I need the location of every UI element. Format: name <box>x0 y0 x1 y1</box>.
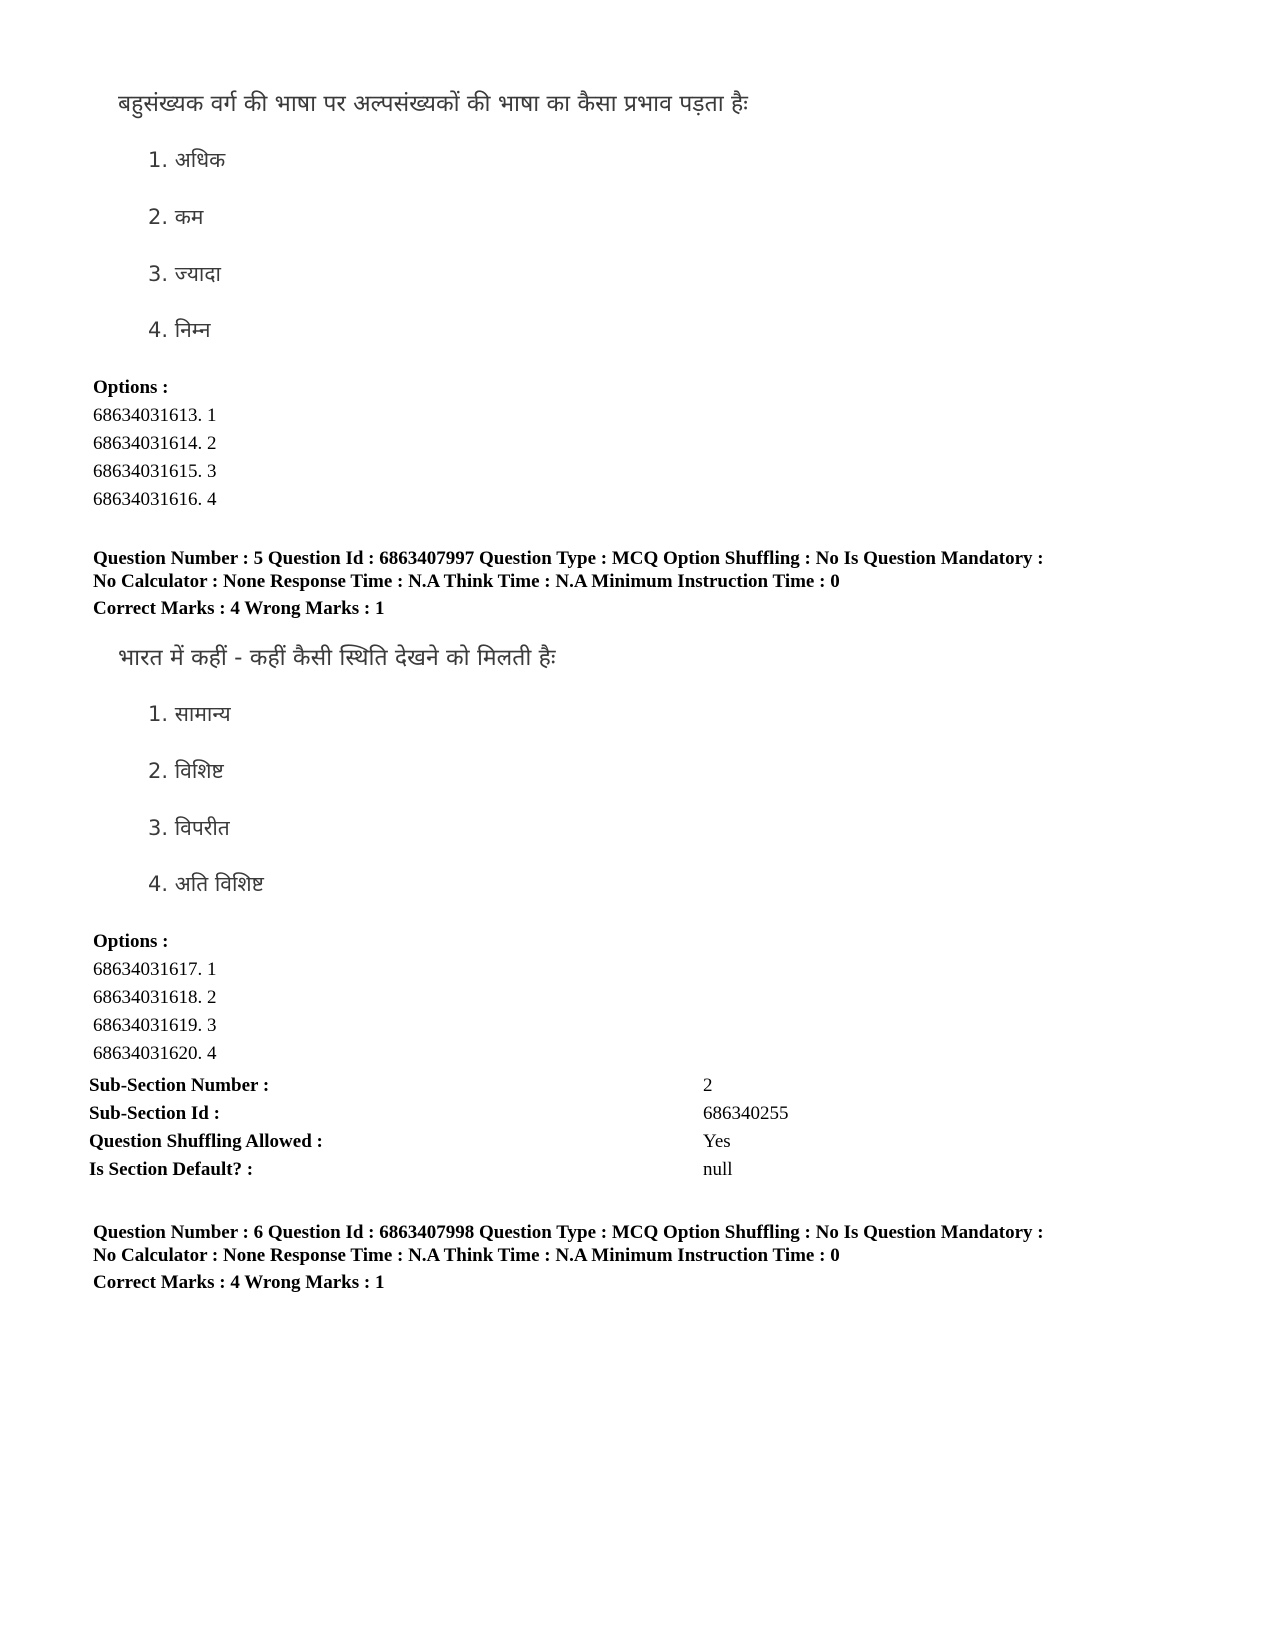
options-label: Options : <box>93 377 169 398</box>
option-line-2: 68634031614. 2 <box>93 433 217 454</box>
subsection-number-label: Sub-Section Number : <box>89 1075 270 1096</box>
question-marks: Correct Marks : 4 Wrong Marks : 1 <box>93 1272 385 1293</box>
question-choice-3: 3. विपरीत <box>148 816 230 840</box>
options-label: Options : <box>93 931 169 952</box>
subsection-number-value: 2 <box>703 1075 713 1096</box>
question-choice-2: 2. विशिष्ट <box>148 759 224 783</box>
question-choice-4: 4. अति विशिष्ट <box>148 872 264 896</box>
question-meta <box>93 1221 1203 1267</box>
option-line-3: 68634031619. 3 <box>93 1015 217 1036</box>
question-choice-2: 2. कम <box>148 205 204 229</box>
section-default-label: Is Section Default? : <box>89 1159 254 1180</box>
question-marks: Correct Marks : 4 Wrong Marks : 1 <box>93 598 385 619</box>
question-text: बहुसंख्यक वर्ग की भाषा पर अल्पसंख्यकों की भाषा का कैसा प्रभाव पड़ता हैः <box>118 91 748 117</box>
question-choice-4: 4. निम्न <box>148 318 211 342</box>
subsection-id-value: 686340255 <box>703 1103 789 1124</box>
option-line-4: 68634031620. 4 <box>93 1043 217 1064</box>
option-line-2: 68634031618. 2 <box>93 987 217 1008</box>
option-line-1: 68634031617. 1 <box>93 959 217 980</box>
subsection-id-label: Sub-Section Id : <box>89 1103 220 1124</box>
question-shuffling-label: Question Shuffling Allowed : <box>89 1131 323 1152</box>
question-choice-3: 3. ज्यादा <box>148 262 221 286</box>
question-choice-1: 1. अधिक <box>148 148 226 172</box>
question-meta <box>93 547 1203 593</box>
section-default-value: null <box>703 1159 733 1180</box>
option-line-1: 68634031613. 1 <box>93 405 217 426</box>
question-choice-1: 1. सामान्य <box>148 702 231 726</box>
question-meta-line-1: Question Number : 5 Question Id : 6863407997 Question Type : MCQ Option Shuffling : No Is Question Mandatory : <box>93 548 1044 569</box>
question-text: भारत में कहीं - कहीं कैसी स्थिति देखने को मिलती हैः <box>118 645 556 671</box>
option-line-4: 68634031616. 4 <box>93 489 217 510</box>
question-shuffling-value: Yes <box>703 1131 731 1152</box>
question-meta-line-2: No Calculator : None Response Time : N.A Think Time : N.A Minimum Instruction Time : 0 <box>93 1245 840 1266</box>
question-meta-line-2: No Calculator : None Response Time : N.A Think Time : N.A Minimum Instruction Time : 0 <box>93 571 840 592</box>
option-line-3: 68634031615. 3 <box>93 461 217 482</box>
question-meta-line-1: Question Number : 6 Question Id : 6863407998 Question Type : MCQ Option Shuffling : No Is Question Mandatory : <box>93 1222 1044 1243</box>
